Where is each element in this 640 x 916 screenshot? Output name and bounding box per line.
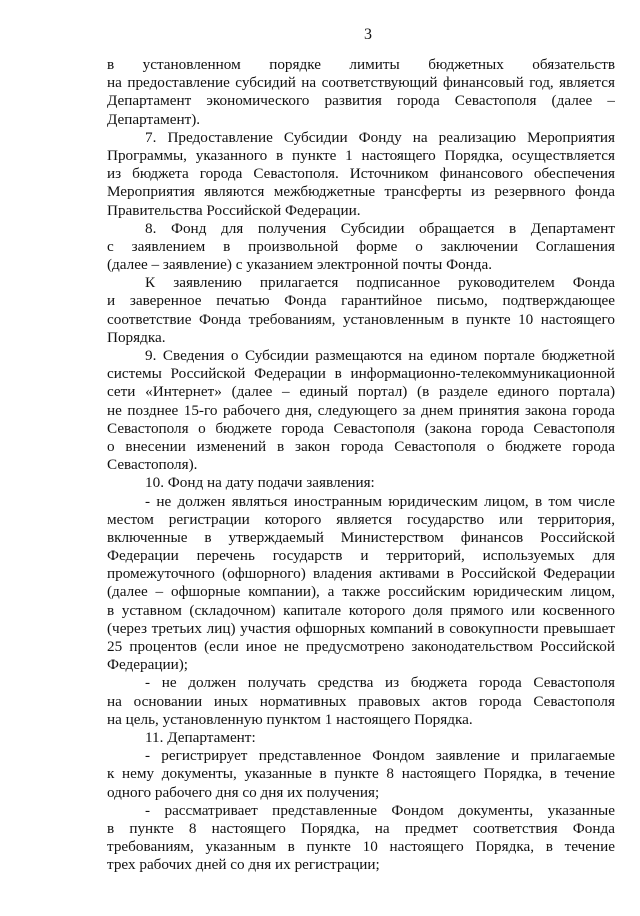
text-line: включенные в утверждаемый Министерством финансов Российской: [107, 528, 615, 546]
text-line: Правительства Российской Федерации.: [107, 201, 361, 219]
paragraph: [107, 802, 615, 875]
text-line: (через третьих лиц) участия офшорных компаний в совокупности превышает: [107, 619, 615, 637]
paragraph: [107, 674, 615, 729]
text-line: Федерации);: [107, 656, 189, 674]
text-line: 11. Департамент:: [145, 728, 256, 746]
paragraph: [107, 220, 615, 275]
text-line: - не должен получать средства из бюджета города Севастополя: [145, 674, 615, 692]
text-line: - рассматривает представленные Фондом документы, указанные: [145, 801, 615, 819]
text-line: соответствие Фонда требованиям, установленным в пункте 10 настоящего: [107, 310, 615, 328]
text-line: - не должен являться иностранным юридическим лицом, в том числе: [145, 492, 615, 510]
text-line: и заверенное печатью Фонда гарантийное письмо, подтверждающее: [107, 292, 615, 310]
text-line: 9. Сведения о Субсидии размещаются на едином портале бюджетной: [145, 347, 615, 364]
text-line: Департамент).: [107, 110, 201, 128]
page-number: 3: [364, 26, 372, 43]
paragraph: [107, 56, 615, 129]
paragraph: [107, 347, 615, 474]
text-line: на предоставление субсидий на соответствующий финансовый год, является: [107, 74, 615, 92]
document-page: [107, 26, 615, 874]
text-line: на основании иных нормативных правовых актов города Севастополя: [107, 692, 615, 710]
text-line: о внесении изменений в закон города Севастополя о бюджете города: [107, 437, 615, 455]
text-line: Севастополя).: [107, 456, 198, 474]
text-line: с заявлением в произвольной форме о заключении Соглашения: [107, 237, 615, 255]
text-line: в установленном порядке лимиты бюджетных обязательств: [107, 56, 615, 73]
text-line: системы Российской Федерации в информационно-телекоммуникационной: [107, 365, 615, 383]
text-line: - регистрирует представленное Фондом заявление и прилагаемые: [145, 747, 615, 765]
text-line: одного рабочего дня со дня их получения;: [107, 783, 380, 801]
paragraph: [107, 474, 615, 492]
text-line: 10. Фонд на дату подачи заявления:: [145, 474, 375, 492]
text-line: Порядка.: [107, 328, 166, 346]
text-line: трех рабочих дней со дня их регистрации;: [107, 856, 380, 874]
text-line: Мероприятия являются межбюджетные трансферты из резервного фонда: [107, 183, 615, 201]
text-line: требованиям, указанным в пункте 10 настоящего Порядка, в течение: [107, 838, 615, 856]
paragraph: [107, 274, 615, 347]
text-line: в пункте 8 настоящего Порядка, на предмет соответствия Фонда: [107, 819, 615, 837]
text-line: Программы, указанного в пункте 1 настоящего Порядка, осуществляется: [107, 146, 615, 164]
text-line: Федерации перечень государств и территорий, используемых для: [107, 547, 615, 565]
paragraph: [107, 729, 615, 747]
text-line: местом регистрации которого является государство или территория,: [107, 510, 615, 528]
paragraph: [107, 747, 615, 802]
text-line: на цель, установленную пунктом 1 настоящего Порядка.: [107, 710, 473, 728]
text-line: в уставном (складочном) капитале которого доля прямого или косвенного: [107, 601, 615, 619]
paragraph: [107, 493, 615, 675]
text-line: 25 процентов (если иное не предусмотрено законодательством Российской: [107, 638, 615, 655]
text-line: 8. Фонд для получения Субсидии обращается в Департамент: [145, 219, 615, 237]
text-line: сети «Интернет» (далее – единый портал) (в разделе единого портала): [107, 383, 615, 401]
text-line: (далее – заявление) с указанием электронной почты Фонда.: [107, 256, 493, 274]
text-line: из бюджета города Севастополя. Источником финансового обеспечения: [107, 165, 615, 183]
text-line: к нему документы, указанные в пункте 8 настоящего Порядка, в течение: [107, 765, 615, 783]
text-line: Департамент экономического развития города Севастополя (далее –: [107, 92, 615, 110]
text-line: 7. Предоставление Субсидии Фонду на реализацию Мероприятия: [145, 128, 615, 146]
document-body: [107, 56, 615, 874]
text-line: не позднее 15-го рабочего дня, следующего за днем принятия закона города: [107, 401, 615, 419]
paragraph: [107, 129, 615, 220]
text-line: (далее – офшорные компании), а также российским юридическим лицом,: [107, 583, 615, 601]
text-line: Севастополя о бюджете города Севастополя (закона города Севастополя: [107, 419, 615, 437]
text-line: К заявлению прилагается подписанное руководителем Фонда: [145, 274, 615, 292]
text-line: промежуточного (офшорного) владения активами в Российской Федерации: [107, 565, 615, 583]
